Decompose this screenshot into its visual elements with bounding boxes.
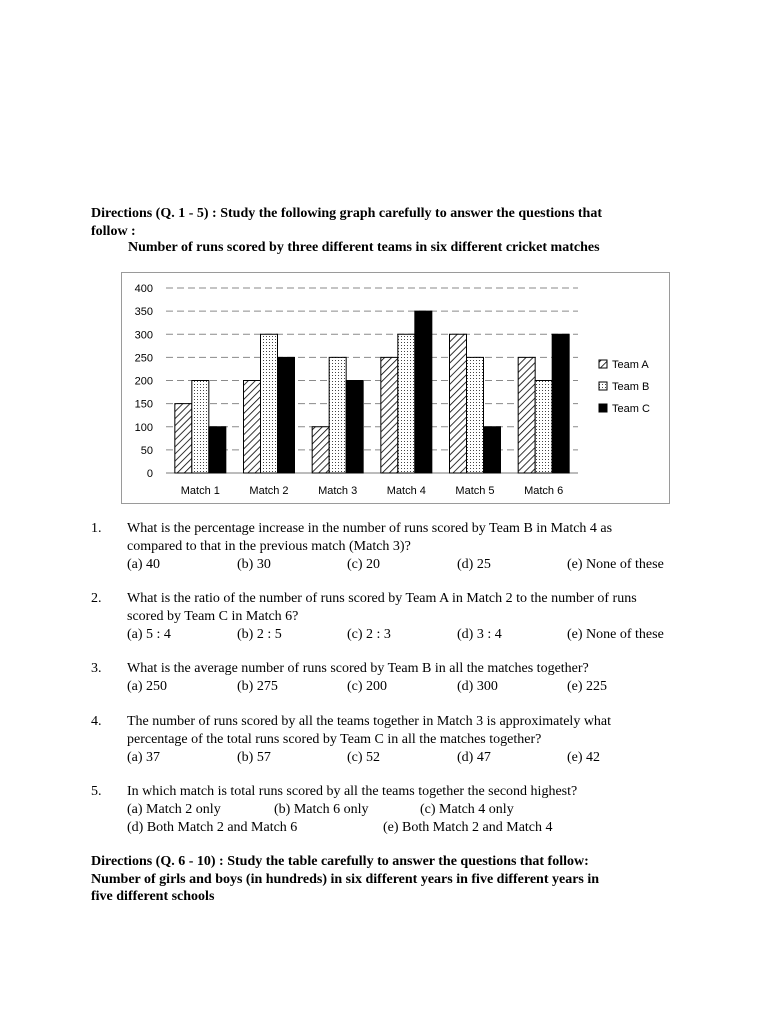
directions-q6-10 — [91, 853, 691, 906]
directions2-line-3: five different schools — [91, 889, 215, 904]
answer-options — [127, 819, 707, 837]
bar-team-c — [209, 427, 226, 473]
answer-option: (b) 30 — [237, 557, 271, 572]
bar-team-a — [312, 427, 329, 473]
y-tick-label: 50 — [140, 444, 153, 457]
bar-team-a — [518, 357, 535, 473]
x-tick-label: Match 1 — [180, 485, 220, 497]
answer-option: (d) Both Match 2 and Match 6 — [127, 820, 298, 835]
bar-team-b — [398, 334, 415, 473]
bar-team-b — [329, 357, 346, 473]
question-number: 4. — [91, 714, 102, 729]
answer-option: (c) 200 — [347, 679, 388, 694]
bar-team-c — [278, 357, 295, 473]
bar-chart-frame — [121, 272, 670, 504]
answer-option: (a) 250 — [127, 679, 168, 694]
answer-option: (e) None of these — [567, 557, 664, 572]
directions-line-1: Directions (Q. 1 - 5) : Study the following graph carefully to answer the questions that — [91, 206, 602, 221]
y-tick-label: 150 — [134, 398, 153, 411]
x-tick-label: Match 4 — [386, 485, 426, 497]
bar-team-c — [484, 427, 501, 473]
question-text-line: compared to that in the previous match (Match 3)? — [127, 539, 411, 554]
question-text-line: What is the percentage increase in the number of runs scored by Team B in Match 4 as — [127, 521, 613, 536]
answer-options — [127, 626, 707, 644]
y-tick-label: 0 — [146, 468, 153, 480]
directions-q1-5 — [91, 205, 691, 240]
bar-team-a — [450, 334, 467, 473]
answer-option: (d) 3 : 4 — [457, 627, 502, 642]
question-text-line: percentage of the total runs scored by Team C in all the matches together? — [127, 732, 542, 747]
bar-team-b — [467, 357, 484, 473]
answer-option: (c) 2 : 3 — [347, 627, 391, 642]
answer-option: (c) 20 — [347, 557, 381, 572]
answer-option: (d) 47 — [457, 750, 491, 765]
x-tick-label: Match 2 — [249, 485, 289, 497]
x-tick-label: Match 6 — [524, 485, 564, 497]
x-tick-label: Match 5 — [455, 485, 495, 497]
bar-team-b — [261, 334, 278, 473]
answer-options — [127, 556, 707, 574]
answer-option: (a) 40 — [127, 557, 161, 572]
question-body — [127, 783, 707, 837]
answer-option: (e) None of these — [567, 627, 664, 642]
answer-option: (b) Match 6 only — [274, 802, 369, 817]
question-body — [127, 590, 707, 644]
question-number: 2. — [91, 591, 102, 606]
directions-line-2: follow : — [91, 223, 136, 239]
answer-option: (a) 5 : 4 — [127, 627, 171, 642]
legend-label: Team B — [612, 381, 650, 393]
answer-option: (d) 300 — [457, 679, 498, 694]
bar-chart — [122, 273, 669, 503]
answer-options — [127, 801, 707, 819]
question-text-line: The number of runs scored by all the teams together in Match 3 is approximately what — [127, 714, 612, 729]
question-body — [127, 520, 707, 574]
question-number: 3. — [91, 661, 102, 676]
directions2-line-1: Directions (Q. 6 - 10) : Study the table carefully to answer the questions that follow: — [91, 854, 589, 869]
question-text-line: What is the average number of runs scored by Team B in all the matches together? — [127, 661, 589, 676]
answer-options — [127, 749, 707, 767]
y-tick-label: 200 — [134, 375, 153, 388]
question-number: 5. — [91, 784, 102, 799]
y-tick-label: 300 — [134, 329, 153, 342]
answer-option: (b) 275 — [237, 679, 278, 694]
bar-team-a — [244, 381, 261, 474]
legend-label: Team C — [612, 403, 650, 415]
bar-team-c — [552, 334, 569, 473]
question-text-line: scored by Team C in Match 6? — [127, 609, 299, 624]
y-tick-label: 400 — [134, 283, 153, 295]
answer-option: (b) 2 : 5 — [237, 627, 282, 642]
y-tick-label: 350 — [134, 306, 153, 319]
answer-option: (a) Match 2 only — [127, 802, 221, 817]
legend-swatch — [599, 404, 607, 412]
answer-option: (e) 225 — [567, 679, 608, 694]
question-text-line: In which match is total runs scored by all the teams together the second highest? — [127, 784, 578, 799]
y-tick-label: 100 — [134, 421, 153, 434]
bar-team-a — [175, 404, 192, 473]
directions2-line-2: Number of girls and boys (in hundreds) in six different years in five different years in — [91, 871, 600, 887]
question-body — [127, 660, 707, 696]
bar-team-c — [346, 381, 363, 474]
answer-option: (c) Match 4 only — [420, 802, 514, 817]
question-number: 1. — [91, 521, 102, 536]
answer-options — [127, 678, 707, 696]
bar-team-b — [535, 381, 552, 474]
legend-swatch — [599, 382, 607, 390]
bar-team-a — [381, 357, 398, 473]
bar-team-b — [192, 381, 209, 474]
y-tick-label: 250 — [134, 352, 153, 365]
answer-option: (d) 25 — [457, 557, 491, 572]
chart-heading: Number of runs scored by three different teams in six different cricket matches — [128, 240, 600, 255]
bar-team-c — [415, 311, 432, 473]
answer-option: (c) 52 — [347, 750, 381, 765]
legend-label: Team A — [612, 359, 649, 371]
question-body — [127, 713, 707, 767]
x-tick-label: Match 3 — [318, 485, 358, 497]
answer-option: (e) Both Match 2 and Match 4 — [383, 820, 553, 835]
legend-swatch — [599, 360, 607, 368]
answer-option: (a) 37 — [127, 750, 161, 765]
answer-option: (e) 42 — [567, 750, 601, 765]
question-text-line: What is the ratio of the number of runs scored by Team A in Match 2 to the number of runs — [127, 591, 637, 606]
answer-option: (b) 57 — [237, 750, 271, 765]
